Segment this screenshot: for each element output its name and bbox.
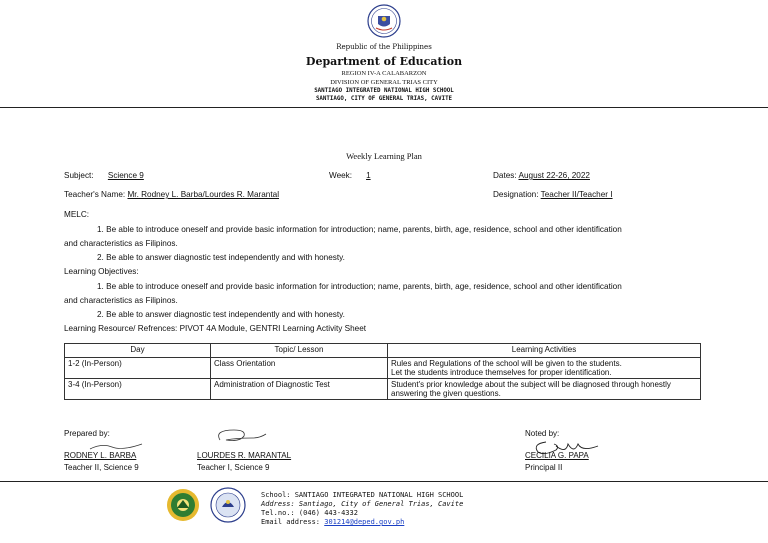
designation-field	[493, 190, 613, 199]
division-line: DIVISION OF GENERAL TRIAS CITY	[330, 79, 438, 86]
republic-line: Republic of the Philippines	[336, 43, 432, 51]
designation-value: Teacher II/Teacher I	[540, 190, 613, 199]
dates-label: Dates:	[493, 171, 517, 180]
learning-resource: Learning Resource/ Refrences: PIVOT 4A Module, GENTRI Learning Activity Sheet	[64, 324, 367, 333]
footer-email-link[interactable]: 301214@deped.gov.ph	[324, 518, 405, 526]
school-line: SANTIAGO INTEGRATED NATIONAL HIGH SCHOOL	[314, 88, 454, 94]
school-address-line: SANTIAGO, CITY OF GENERAL TRIAS, CAVITE	[315, 96, 453, 102]
school-logo-icon	[166, 488, 200, 522]
teacher-value: Mr. Rodney L. Barba/Lourdes R. Marantal	[127, 190, 280, 199]
header-divider	[0, 107, 768, 108]
noter-title: Principal II	[525, 463, 563, 472]
activity-line: Student's prior knowledge about the subject will be diagnosed through honestly	[391, 380, 671, 389]
department-title: Department of Education	[305, 55, 463, 68]
melc-item-2: 2. Be able to answer diagnostic test independently and with honesty.	[97, 253, 345, 262]
objective-item-1-cont: and characteristics as Filipinos.	[64, 296, 178, 305]
designation-label: Designation:	[493, 190, 539, 199]
row-topic: Administration of Diagnostic Test	[211, 379, 388, 400]
table-row	[65, 379, 701, 400]
row-activities	[388, 358, 701, 379]
noted-by-label: Noted by:	[525, 429, 560, 438]
objective-item-1: 1. Be able to introduce oneself and provide basic information for introduction; name, parents, birth, age, residence, school and other identification	[97, 282, 622, 291]
plan-table	[64, 343, 701, 400]
prepared-by-label: Prepared by:	[64, 429, 110, 438]
melc-item-1: 1. Be able to introduce oneself and provide basic information for introduction; name, parents, birth, age, residence, school and other identification	[97, 225, 622, 234]
teacher-field	[64, 190, 279, 199]
header-activities: Learning Activities	[388, 344, 701, 358]
objective-item-2: 2. Be able to answer diagnostic test independently and with honesty.	[97, 310, 345, 319]
table-row	[65, 358, 701, 379]
objectives-label: Learning Objectives:	[64, 267, 139, 276]
activity-line: Let the students introduce themselves for proper identification.	[391, 368, 612, 377]
row-activities	[388, 379, 701, 400]
header-topic: Topic/ Lesson	[211, 344, 388, 358]
teacher-label: Teacher's Name:	[64, 190, 126, 199]
dates-field	[493, 171, 590, 180]
row-day: 3-4 (In-Person)	[65, 379, 211, 400]
subject-field	[64, 171, 188, 180]
week-field	[329, 171, 382, 180]
table-header-row	[65, 344, 701, 358]
row-day: 1-2 (In-Person)	[65, 358, 211, 379]
melc-item-1-cont: and characteristics as Filipinos.	[64, 239, 178, 248]
footer-email	[261, 518, 404, 527]
footer-tel: Tel.no.: (046) 443-4332	[261, 509, 358, 517]
activity-line: answering the given questions.	[391, 389, 501, 398]
activity-line: Rules and Regulations of the school will be given to the students.	[391, 359, 622, 368]
dates-value: August 22-26, 2022	[518, 171, 590, 180]
subject-label: Subject:	[64, 171, 94, 180]
preparer-1-title: Teacher II, Science 9	[64, 463, 139, 472]
row-topic: Class Orientation	[211, 358, 388, 379]
week-value: 1	[366, 171, 371, 180]
page-title: Weekly Learning Plan	[346, 151, 422, 161]
footer-divider	[0, 481, 768, 482]
preparer-2-title: Teacher I, Science 9	[197, 463, 270, 472]
subject-value: Science 9	[107, 171, 144, 180]
preparer-1-name: RODNEY L. BARBA	[64, 451, 137, 460]
preparer-2-name: LOURDES R. MARANTAL	[197, 451, 292, 460]
signature-marantal-icon	[212, 426, 272, 450]
region-line: REGION IV-A CALABARZON	[341, 70, 427, 77]
footer-email-label: Email address:	[261, 518, 321, 526]
header-day: Day	[65, 344, 211, 358]
division-seal-icon	[210, 487, 246, 523]
week-label: Week:	[329, 171, 353, 180]
noter-name: CECILIA G. PAPA	[525, 451, 589, 460]
deped-seal-icon	[367, 4, 401, 38]
footer-address: Address: Santiago, City of General Trias, Cavite	[261, 500, 464, 508]
melc-label: MELC:	[64, 210, 90, 219]
footer-school: School: SANTIAGO INTEGRATED NATIONAL HIGH SCHOOL	[261, 491, 464, 499]
